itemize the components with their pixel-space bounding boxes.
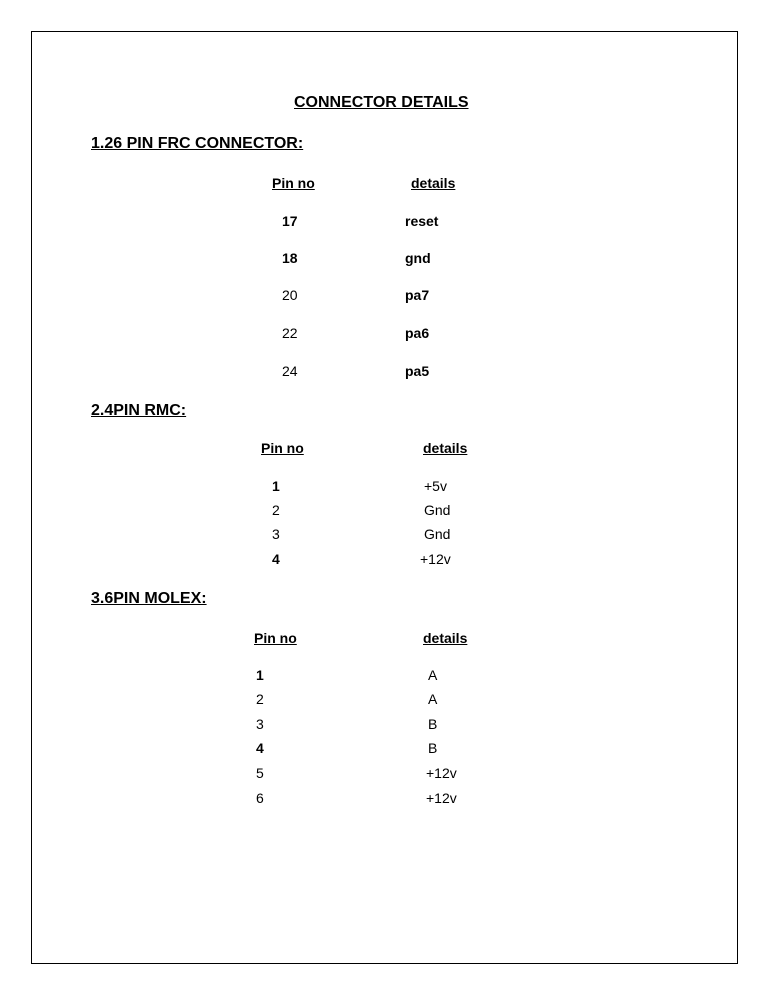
- rmc-row-details: Gnd: [424, 526, 451, 542]
- molex-row-details: B: [428, 716, 438, 732]
- frc-row-pin: 22: [282, 325, 298, 341]
- rmc-row-pin: 2: [272, 502, 280, 518]
- frc-col-details-header: details: [411, 175, 456, 191]
- molex-row-pin: 1: [256, 667, 264, 683]
- rmc-row-pin: 3: [272, 526, 280, 542]
- molex-row-pin: 2: [256, 691, 264, 707]
- section-heading-rmc: 2.4PIN RMC:: [91, 402, 187, 419]
- frc-row-details: pa6: [405, 325, 430, 341]
- frc-row-pin: 24: [282, 363, 298, 379]
- molex-row-details: B: [428, 740, 438, 756]
- molex-row-pin: 3: [256, 716, 264, 732]
- frc-col-pin-header: Pin no: [272, 175, 315, 191]
- frc-row-pin: 17: [282, 213, 298, 229]
- molex-row-details: A: [428, 691, 438, 707]
- molex-row-pin: 5: [256, 765, 264, 781]
- frc-row-pin: 18: [282, 250, 298, 266]
- section-heading-frc: 1.26 PIN FRC CONNECTOR:: [91, 135, 304, 152]
- molex-row-details: +12v: [426, 790, 457, 806]
- molex-row-pin: 4: [256, 740, 264, 756]
- frc-row-details: pa7: [405, 287, 430, 303]
- page-title: CONNECTOR DETAILS: [294, 94, 469, 111]
- rmc-col-pin-header: Pin no: [261, 440, 304, 456]
- rmc-row-pin: 1: [272, 478, 280, 494]
- frc-row-details: reset: [405, 213, 439, 229]
- molex-row-details: A: [428, 667, 438, 683]
- frc-row-details: pa5: [405, 363, 430, 379]
- molex-row-details: +12v: [426, 765, 457, 781]
- rmc-row-details: Gnd: [424, 502, 451, 518]
- rmc-col-details-header: details: [423, 440, 468, 456]
- frc-row-details: gnd: [405, 250, 431, 266]
- rmc-row-pin: 4: [272, 551, 280, 567]
- section-heading-molex: 3.6PIN MOLEX:: [91, 590, 207, 607]
- page-border: [31, 31, 738, 964]
- molex-col-details-header: details: [423, 630, 468, 646]
- molex-col-pin-header: Pin no: [254, 630, 297, 646]
- rmc-row-details: +12v: [420, 551, 451, 567]
- rmc-row-details: +5v: [424, 478, 447, 494]
- frc-row-pin: 20: [282, 287, 298, 303]
- molex-row-pin: 6: [256, 790, 264, 806]
